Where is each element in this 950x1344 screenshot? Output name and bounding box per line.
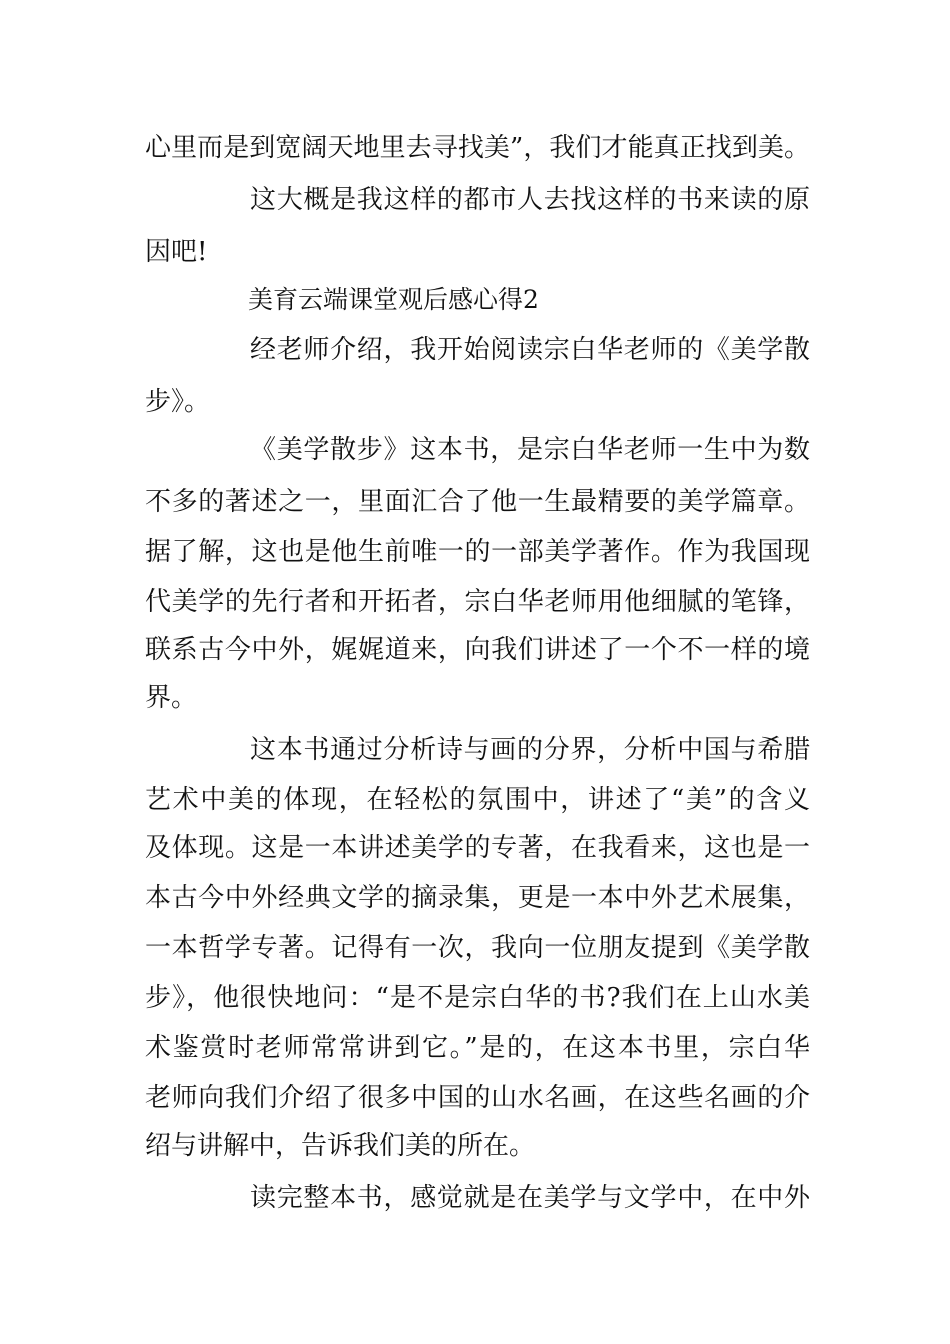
text-line: 这大概是我这样的都市人去找这样的书来读的原 <box>250 185 810 215</box>
text-line: 联系古今中外，娓娓道来，向我们讲述了一个不一样的境 <box>145 635 810 665</box>
text-line: 这本书通过分析诗与画的分界，分析中国与希腊 <box>250 735 810 765</box>
text-line: 老师向我们介绍了很多中国的山水名画，在这些名画的介 <box>145 1083 810 1113</box>
text-line: 界。 <box>145 683 198 713</box>
text-line: 一本哲学专著。记得有一次，我向一位朋友提到《美学散 <box>145 933 810 963</box>
text-line: 艺术中美的体现，在轻松的氛围中，讲述了“美”的含义 <box>145 785 810 815</box>
text-line: 步》。 <box>145 387 211 417</box>
text-line: 及体现。这是一本讲述美学的专著，在我看来，这也是一 <box>145 833 810 863</box>
text-line: 本古今中外经典文学的摘录集，更是一本中外艺术展集， <box>145 883 810 913</box>
section-heading: 美育云端课堂观后感心得2 <box>248 285 539 314</box>
text-line: 术鉴赏时老师常常讲到它。”是的，在这本书里，宗白华 <box>145 1033 810 1063</box>
text-line: 绍与讲解中，告诉我们美的所在。 <box>145 1131 536 1161</box>
text-line: 代美学的先行者和开拓者，宗白华老师用他细腻的笔锋， <box>145 587 810 617</box>
text-line: 据了解，这也是他生前唯一的一部美学著作。作为我国现 <box>145 537 810 567</box>
text-line: 不多的著述之一，里面汇合了他一生最精要的美学篇章。 <box>145 487 810 517</box>
text-line: 心里而是到宽阔天地里去寻找美”，我们才能真正找到美。 <box>145 133 810 163</box>
text-line: 《美学散步》这本书，是宗白华老师一生中为数 <box>250 435 810 465</box>
text-line: 经老师介绍，我开始阅读宗白华老师的《美学散 <box>250 335 810 365</box>
text-line: 读完整本书，感觉就是在美学与文学中，在中外 <box>250 1183 810 1213</box>
text-line: 因吧! <box>145 237 208 267</box>
text-line: 步》，他很快地问：“是不是宗白华的书?我们在上山水美 <box>145 983 810 1013</box>
